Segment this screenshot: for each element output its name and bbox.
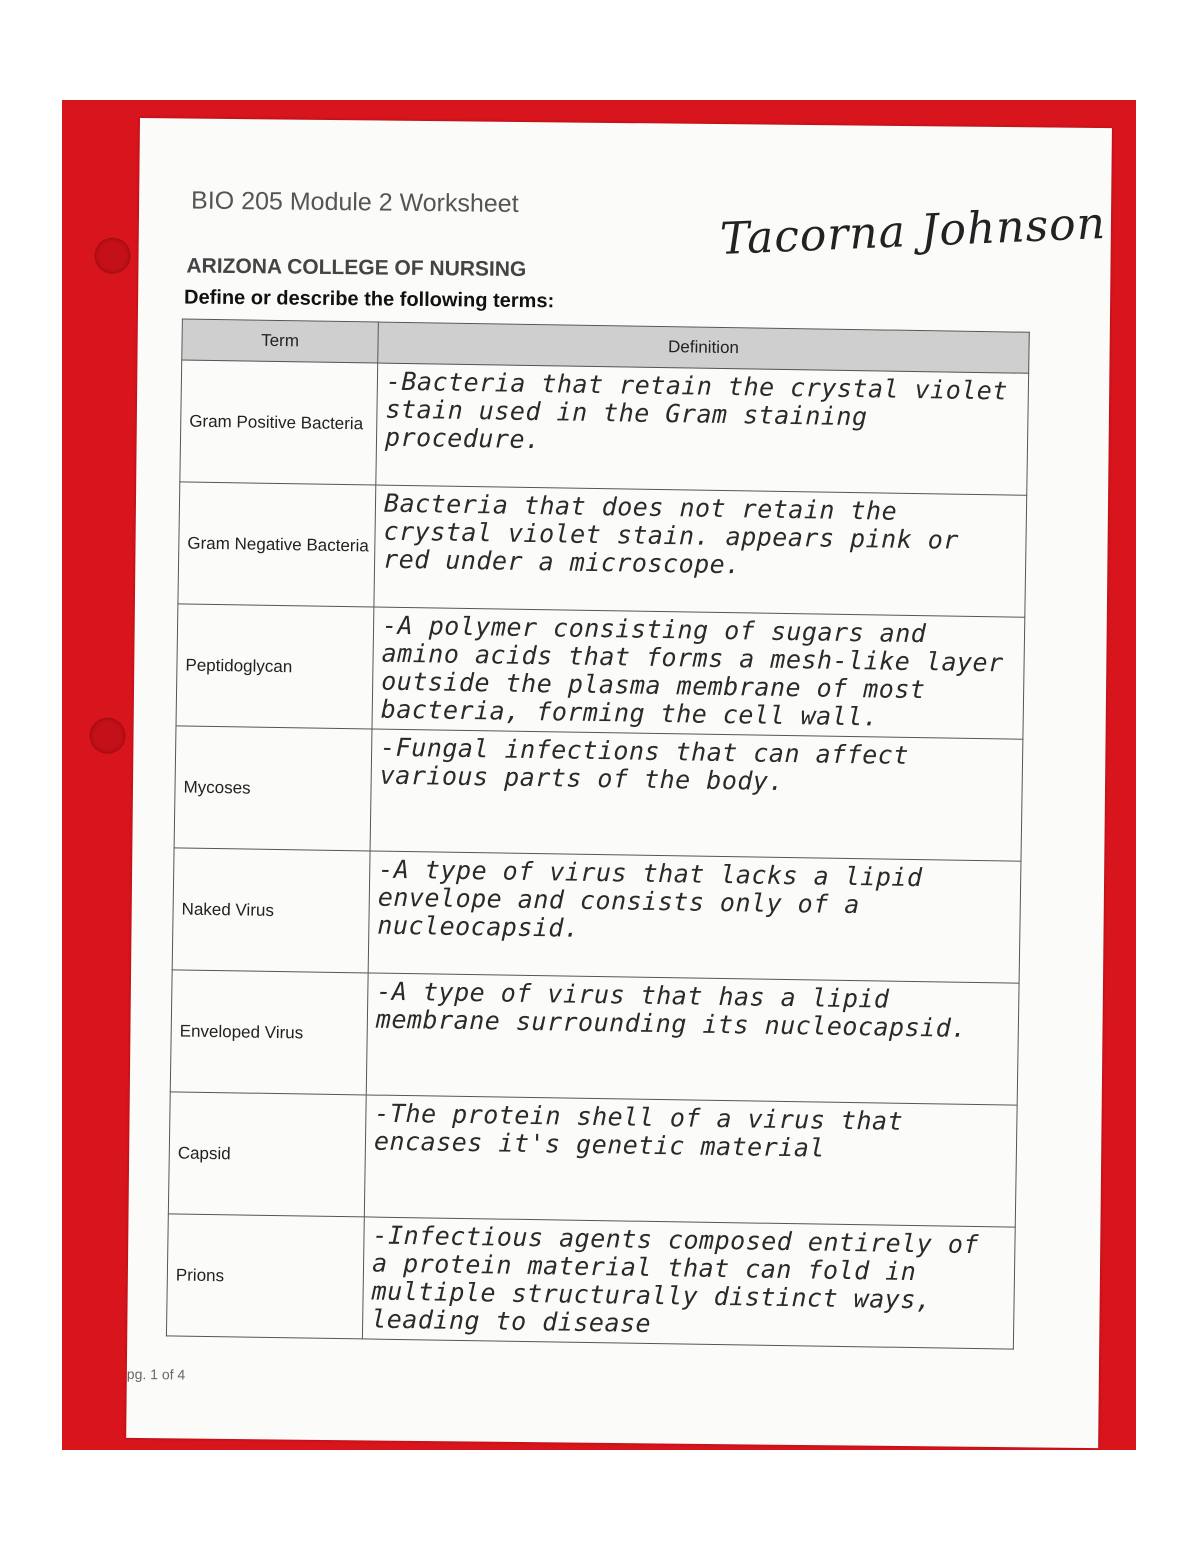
course-title: BIO 205 Module 2 Worksheet (190, 186, 519, 218)
term-cell: Gram Positive Bacteria (180, 360, 378, 485)
student-name-signature: Tacorna Johnson (719, 197, 1107, 266)
term-cell: Prions (166, 1214, 364, 1339)
term-column-header: Term (182, 319, 379, 363)
term-cell: Enveloped Virus (170, 970, 368, 1095)
term-cell: Mycoses (174, 726, 372, 851)
definition-column-header: Definition (378, 322, 1030, 373)
page-number: pg. 1 of 4 (126, 1365, 186, 1383)
table-row (166, 1214, 1015, 1349)
table-row (176, 604, 1025, 739)
punch-hole-middle (89, 718, 125, 754)
college-name: ARIZONA COLLEGE OF NURSING (186, 254, 527, 282)
table-row (180, 360, 1029, 495)
terms-table (166, 318, 1030, 1349)
term-cell: Capsid (168, 1092, 366, 1217)
table-row (170, 970, 1019, 1105)
definition-cell: -A polymer consisting of sugars and amino acids that forms a mesh-like layer outside the plasma membrane of most bacteria, forming the cell wall. (372, 607, 1025, 739)
definition-cell: -Fungal infections that can affect various parts of the body. (370, 729, 1023, 861)
table-row (168, 1092, 1017, 1227)
definition-cell: -The protein shell of a virus that encases it's genetic material (364, 1095, 1017, 1227)
punch-hole-top (94, 238, 130, 274)
table-row (174, 726, 1023, 861)
term-cell: Gram Negative Bacteria (178, 482, 376, 607)
table-row (172, 848, 1021, 983)
definition-cell: Bacteria that does not retain the crystal violet stain. appears pink or red under a microscope. (374, 485, 1027, 617)
definition-cell: -Infectious agents composed entirely of a protein material that can fold in multiple structurally distinct ways, leading to disease (362, 1217, 1015, 1349)
term-cell: Naked Virus (172, 848, 370, 973)
definition-cell: -Bacteria that retain the crystal violet stain used in the Gram staining procedure. (376, 363, 1029, 495)
instructions: Define or describe the following terms: (184, 286, 555, 313)
definition-cell: -A type of virus that has a lipid membrane surrounding its nucleocapsid. (366, 973, 1019, 1105)
table-row (178, 482, 1027, 617)
worksheet-page (126, 118, 1112, 1448)
term-cell: Peptidoglycan (176, 604, 374, 729)
definition-cell: -A type of virus that lacks a lipid envelope and consists only of a nucleocapsid. (368, 851, 1021, 983)
